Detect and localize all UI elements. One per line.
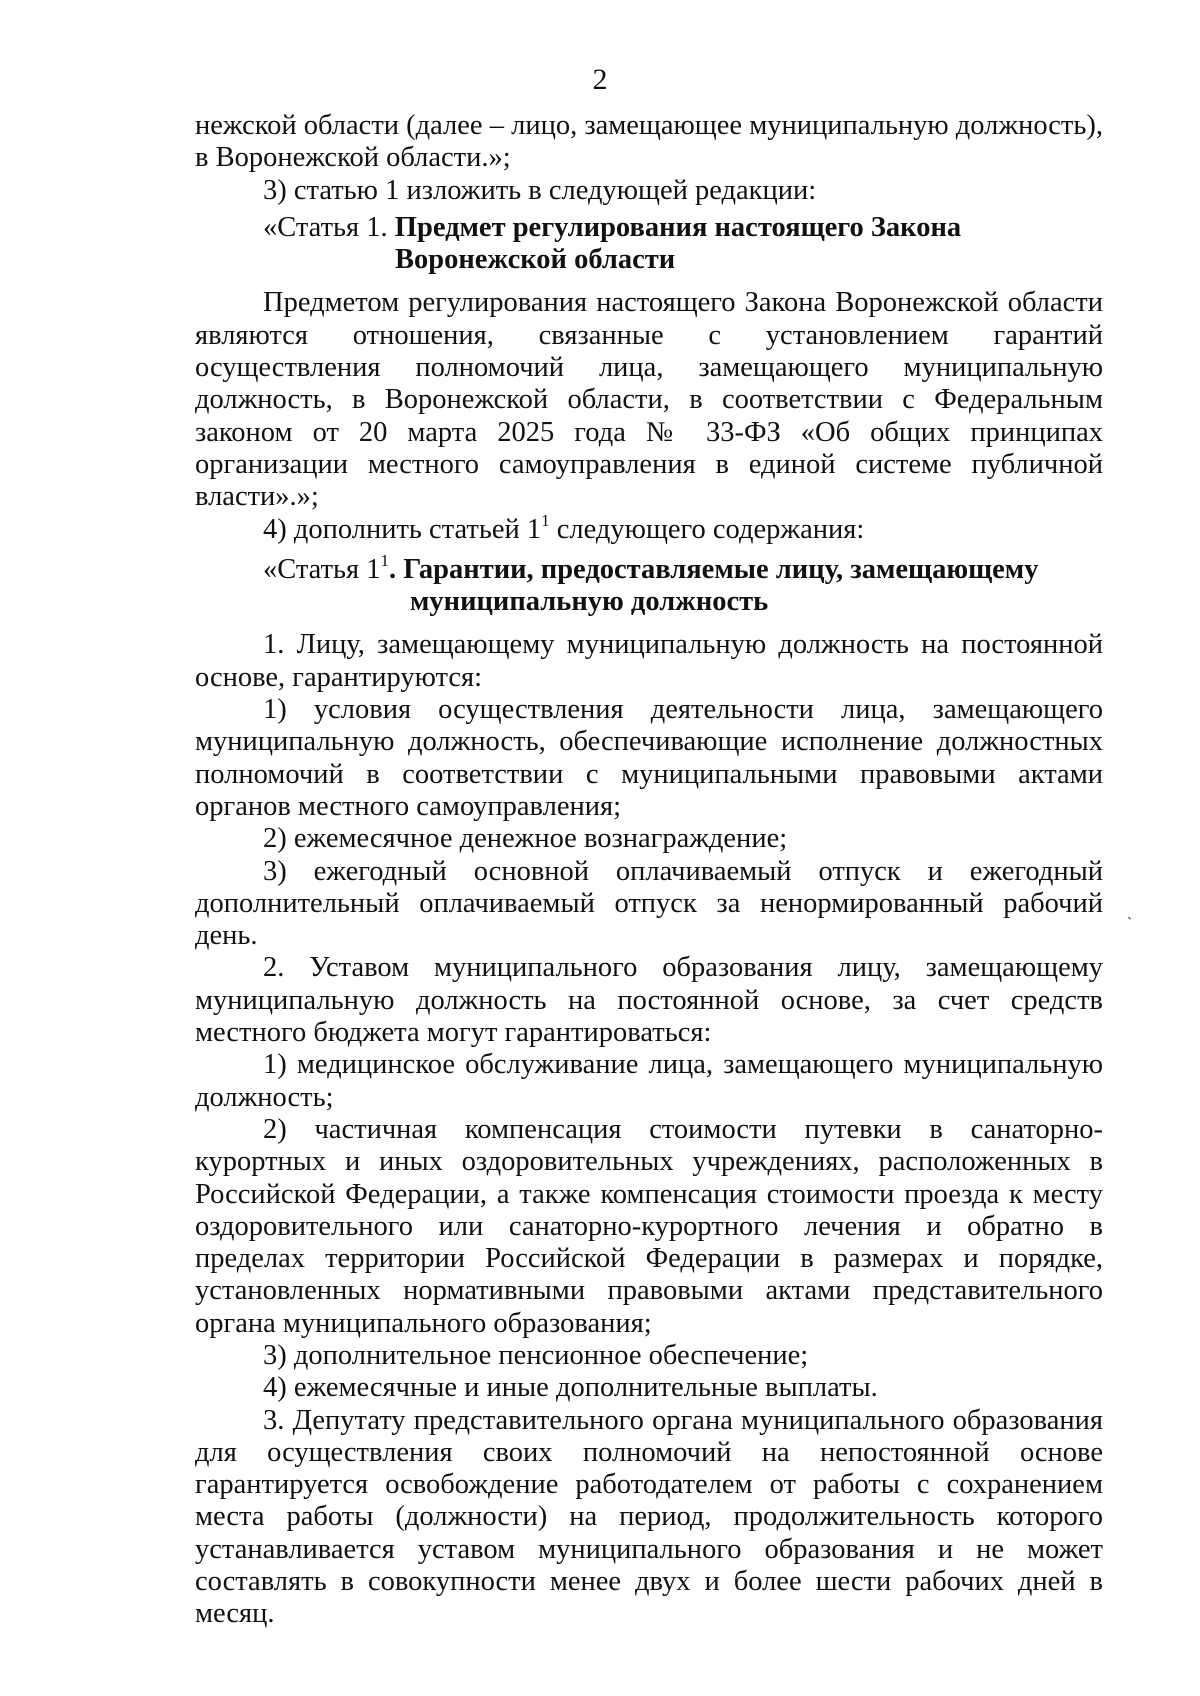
document-body <box>195 110 1103 1631</box>
article-1-title-line2: Воронежской области <box>395 244 676 276</box>
article-1-prefix: «Статья 1. <box>263 211 395 243</box>
part-1: 1. Лицу, замещающему муниципальную должность на постоянной основе, гарантируются: <box>195 629 1103 693</box>
article-1-paragraph: Предметом регулирования настоящего Закона Воронежской области являются отношения, связанные с установлением гарантий осуществления полномочий лица, замещающего муниципальную должность, в Воронежской области, в соответствии с Федеральным законом от 20 марта 2025 года № 33-ФЗ «Об общих принципах организации местного самоуправления в единой системе публичной власти».»; <box>195 287 1103 513</box>
item-4-superscript: 1 <box>541 510 550 530</box>
part-2-item-4: 4) ежемесячные и иные дополнительные выплаты. <box>263 1372 878 1404</box>
part-2-item-3: 3) дополнительное пенсионное обеспечение; <box>263 1339 809 1371</box>
part-1-item-1: 1) условия осуществления деятельности лица, замещающего муниципальную должность, обеспечивающие исполнение должностных полномочий в соответствии с муниципальными правовыми актами органов местного самоуправления; <box>195 694 1103 822</box>
part-1-item-2: 2) ежемесячное денежное вознаграждение; <box>263 823 788 855</box>
part-2-item-2: 2) частичная компенсация стоимости путевки в санаторно-курортных и иных оздоровительных учреждениях, расположенных в Российской Федерации, а также компенсация стоимости проезда к месту оздоровительного или санаторно-курортного лечения и обратно в пределах территории Российской Федерации в размерах и порядке, установленных нормативными правовыми актами представительного органа муниципального образования; <box>195 1113 1103 1339</box>
article-1-1-heading <box>195 550 1103 619</box>
article-1-1-superscript: 1 <box>380 550 390 570</box>
article-1-title-line1: Предмет регулирования настоящего Закона <box>394 211 962 243</box>
article-1-heading <box>195 212 1103 277</box>
article-1-1-prefix: «Статья 1 <box>263 553 381 585</box>
continuation-paragraph: нежской области (далее – лицо, замещающее муниципальную должность), в Воронежской области.»; <box>195 110 1103 174</box>
item-4-text: 4) дополнить статьей 1 <box>263 513 542 545</box>
article-1-1-title-line2: муниципальную должность <box>410 586 769 618</box>
article-1-1-dot: . <box>389 553 404 585</box>
part-1-item-3: 3) ежегодный основной оплачиваемый отпуск и ежегодный дополнительный оплачиваемый отпуск за ненормированный рабочий день. <box>195 855 1103 952</box>
part-2: 2. Уставом муниципального образования лицу, замещающему муниципальную должность на постоянной основе, за счет средств местного бюджета могут гарантироваться: <box>195 952 1103 1049</box>
amendment-item-4 <box>195 510 1103 546</box>
page-number: 2 <box>592 63 608 96</box>
part-3: 3. Депутату представительного органа муниципального образования для осуществления своих полномочий на непостоянной основе гарантируется освобождение работодателем от работы с сохранением места работы (должности) на период, продолжительность которого устанавливается уставом муниципального образования и не может составлять в совокупности менее двух и более шести рабочих дней в месяц. <box>195 1404 1103 1630</box>
item-4-text-end: следующего содержания: <box>549 513 865 545</box>
stray-ink-mark: ˏ <box>1127 903 1133 920</box>
amendment-item-3: 3) статью 1 изложить в следующей редакции: <box>263 174 817 206</box>
article-1-1-title-line1: Гарантии, предоставляемые лицу, замещающему <box>403 553 1039 585</box>
part-2-item-1: 1) медицинское обслуживание лица, замещающего муниципальную должность; <box>195 1049 1103 1113</box>
